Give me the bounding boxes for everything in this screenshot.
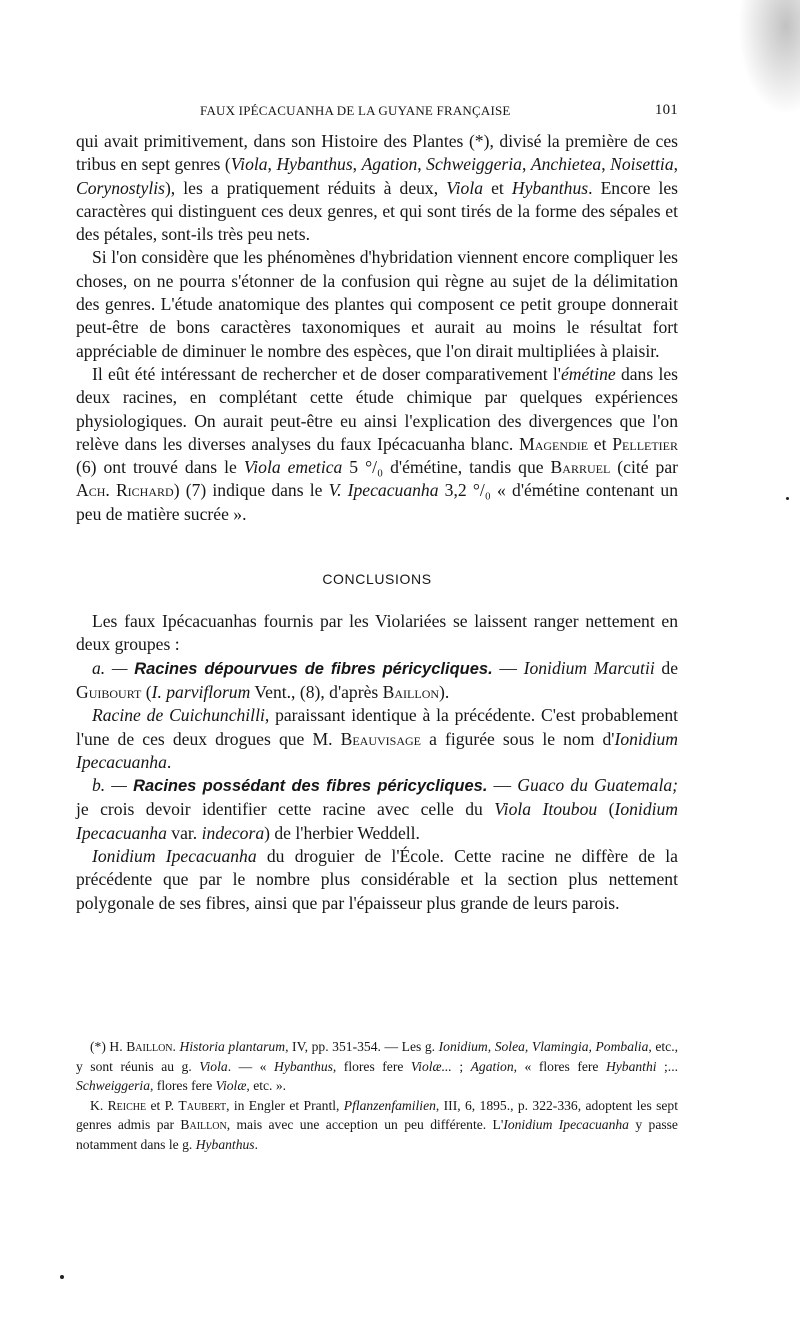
genus-name: Corynostylis (76, 177, 165, 198)
page-number: 101 (654, 102, 678, 118)
drug-name: Racine de Cuichunchilli (92, 705, 265, 726)
paragraph-3 (76, 363, 678, 526)
species-name: Ionidium Ipecacuanha (503, 1117, 629, 1133)
text-run: , in Engler et Prantl, (226, 1097, 344, 1113)
text-run: , (673, 154, 679, 175)
text-run: (6) ont trouvé dans le (76, 457, 244, 478)
text-run: , III, 6, 1895., p. 322-336, adoptent les sept genres admis par (76, 1097, 678, 1133)
text-run: . (254, 1136, 258, 1152)
genus-name: Violæ... (410, 1058, 452, 1074)
text-run: , « flores fere (513, 1058, 606, 1074)
text-run: et (588, 433, 613, 454)
species-name: Ionidium Ipecacuanha (76, 799, 679, 843)
text-run: , (417, 154, 427, 175)
text-run: (cité par (610, 457, 678, 478)
text-run: ( (141, 681, 152, 702)
author-name: Guibourt (76, 681, 142, 702)
species-name: Ionidium Marcutii (523, 657, 655, 678)
genus-name: Hybanthi (605, 1058, 657, 1074)
text-run: ). (439, 681, 450, 702)
author-name: Barruel (550, 457, 611, 478)
ink-speck (786, 497, 789, 500)
species-name: Viola Itoubou (494, 799, 598, 820)
genus-name: Agation (470, 1058, 514, 1074)
text-run: y passe notamment dans le g. (76, 1117, 678, 1152)
running-title: FAUX IPÉCACUANHA DE LA GUYANE FRANÇAISE (200, 103, 511, 118)
text-run: , (521, 154, 531, 175)
genus-name: Viola (199, 1058, 228, 1074)
group-title: Racines dépourvues de fibres péricycliques. (134, 659, 493, 678)
author-name: Ach. Richard (76, 480, 174, 501)
genus-name: Viola (446, 177, 484, 198)
genus-name: Viola (230, 154, 268, 175)
text-run: var. (166, 822, 202, 843)
author-name: Baillon (126, 1039, 173, 1054)
text-run: — (492, 657, 524, 678)
scan-corner-noise (730, 0, 800, 130)
paragraph-7 (76, 774, 678, 845)
text-run: et (483, 177, 512, 198)
text-run: , mais avec une acception un peu différente. L' (226, 1117, 504, 1133)
text-run: Vent., (8), d'après (250, 681, 383, 702)
text-run: K. (90, 1097, 108, 1113)
text-run: (*) H. (90, 1039, 127, 1054)
list-label: b. — (92, 775, 134, 796)
genus-name: Hybanthus (274, 1058, 333, 1074)
text-run: , paraissant identique à la précédente. C'est probablement l'une de ces deux drogues que M. (76, 705, 679, 749)
genus-name: Violæ (215, 1078, 247, 1094)
ink-speck (60, 1275, 64, 1279)
genus-name: Hybanthus (276, 154, 353, 175)
text-run: de (654, 657, 679, 678)
text-run: dans les deux racines, en complétant cette étude chimique par quelques expériences physiologiques. On aurait peut-être eu ainsi l'explication des divergences que l'on relève dans les diverses analyses du faux Ipécacuanha blanc. (76, 363, 678, 454)
text-run: , (267, 154, 277, 175)
book-title: Pflanzenfamilien (343, 1097, 436, 1113)
species-name: V. Ipecacuanha (328, 480, 439, 501)
genus-name: Ionidium, Solea, Vlamingia, Pombalia (438, 1039, 649, 1054)
genus-name: Anchietea (530, 154, 602, 175)
text-run: a figurée sous le nom d' (421, 728, 615, 749)
text-run: 5 °/₀ d'émétine, tandis que (342, 457, 551, 478)
text-run: . (166, 751, 172, 772)
paragraph-6 (76, 704, 678, 774)
text-run: ), les a pratiquement réduits à deux, (164, 177, 447, 198)
paragraph-4: Les faux Ipécacuanhas fournis par les Violariées se laissent ranger nettement en deux groupes : (76, 611, 678, 655)
genus-name: Agation (361, 154, 418, 175)
species-name: Ionidium Ipecacuanha (76, 728, 678, 772)
genus-name: Noisettia (610, 154, 674, 175)
text-run: qui avait primitivement, dans son Histoire des Plantes (*), divisé la première de ces tribus en sept genres ( (76, 131, 678, 175)
text-run: . Encore les caractères qui distinguent ces deux genres, et qui sont tirés de la forme des sépales et des pétales, sont-ils très peu nets. (76, 177, 678, 245)
author-name: Pelletier (612, 433, 679, 454)
author-name: Reiche (107, 1097, 147, 1113)
variety-name: indecora (201, 822, 265, 843)
text-run: et P. (146, 1097, 179, 1113)
author-name: Beauvisage (340, 728, 421, 749)
species-name: Viola emetica (243, 457, 343, 478)
text-run: 3,2 °/₀ « d'émétine contenant un peu de matière sucrée ». (76, 480, 678, 524)
text-run: ) de l'herbier Weddell. (264, 822, 420, 843)
text-run: , IV, pp. 351-354. — Les g. (285, 1039, 439, 1054)
footnote-1 (76, 1037, 678, 1096)
author-name: Taubert (178, 1097, 227, 1113)
italic-term: émétine (560, 363, 616, 384)
footnote-2 (76, 1096, 678, 1155)
text-run: , etc., y sont réunis au g. (76, 1039, 678, 1074)
text-run: Il eût été intéressant de rechercher et de doser comparativement l' (92, 363, 561, 384)
text-run: — (487, 775, 518, 796)
paragraph-8 (76, 845, 678, 915)
drug-name: Guaco du Guatemala; (517, 775, 679, 796)
text-run: ; (451, 1058, 471, 1074)
text-run: ( (597, 799, 615, 820)
text-run: , etc. ». (246, 1078, 287, 1094)
paragraph-5 (76, 657, 678, 705)
author-name: Baillon (180, 1117, 227, 1133)
text-run: . — « (227, 1058, 274, 1074)
text-run: du droguier de l'École. Cette racine ne diffère de la précédente que par le nombre plus considérable et la section plus nettement polygonale de ses fibres, ainsi que par l'épaisseur plus grande de leurs parois. (76, 846, 678, 913)
genus-name: Hybanthus (511, 177, 589, 198)
section-heading: CONCLUSIONS (322, 571, 432, 588)
main-text (76, 130, 678, 915)
text-run: ;... (656, 1058, 679, 1074)
genus-name: Schweiggeria (426, 154, 522, 175)
text-run: ) (7) indique dans le (173, 480, 329, 501)
paragraph-2: Si l'on considère que les phénomènes d'hybridation viennent encore compliquer les choses, on ne pourra s'étonner de la confusion qui règne au sujet de la délimitation des genres. L'étude anatomique des plantes qui composent ce petit groupe donnerait peut-être de bons caractères taxonomiques et aurait au moins le résultat fort appréciable de diminuer le nombre des espèces, que l'on dirait multipliées à plaisir. (76, 247, 678, 361)
species-name: Ionidium Ipecacuanha (92, 846, 257, 867)
species-name: I. parviflorum (151, 681, 251, 702)
text-run: , (352, 154, 362, 175)
text-run: , flores fere (150, 1078, 216, 1094)
genus-name: Schweiggeria (76, 1078, 150, 1094)
running-header (200, 100, 678, 120)
author-name: Magendie (519, 433, 589, 454)
text-run: , (601, 154, 611, 175)
list-label: a. — (92, 657, 135, 678)
text-run: , flores fere (332, 1058, 411, 1074)
paragraph-1 (76, 130, 678, 246)
text-run: je crois devoir identifier cette racine avec celle du (76, 799, 495, 820)
footnotes (76, 1037, 678, 1155)
genus-name: Hybanthus (195, 1136, 255, 1152)
author-name: Baillon (382, 681, 440, 702)
book-title: Historia plantarum (179, 1039, 286, 1054)
group-title: Racines possédant des fibres péricycliques. (133, 777, 488, 796)
text-run: . (172, 1039, 180, 1054)
